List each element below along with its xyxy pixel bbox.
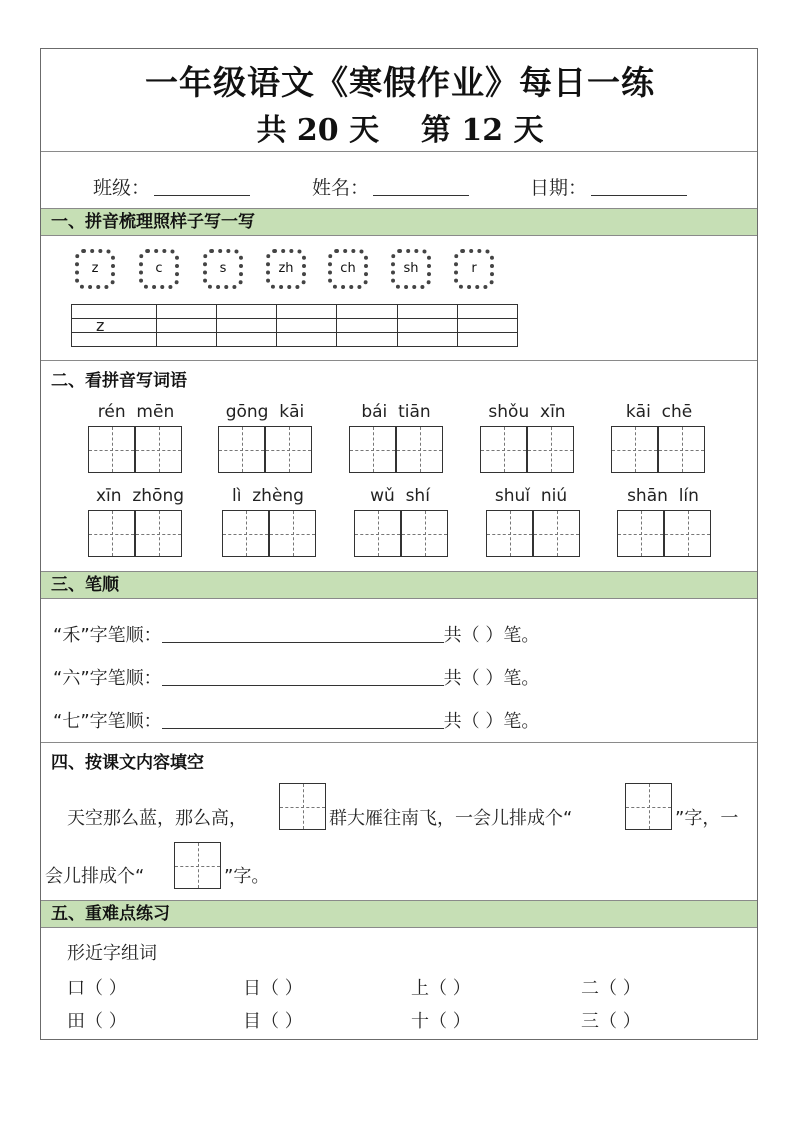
tianzi-cell[interactable] — [354, 510, 401, 557]
pinyin-label: bái tiān — [361, 402, 431, 422]
write-cell[interactable] — [216, 319, 276, 333]
tianzi-cell[interactable] — [222, 510, 269, 557]
tianzi-cell[interactable] — [88, 510, 135, 557]
date-field — [530, 173, 687, 200]
divider — [41, 360, 757, 361]
section1-heading: 一、拼音梳理照样子写一写 — [41, 208, 757, 236]
page-subtitle: 共 20 天 第 12 天 — [256, 113, 544, 148]
class-blank[interactable] — [154, 177, 250, 196]
word-pair[interactable]: 目（ ） — [243, 1011, 303, 1032]
fill-text: 天空那么蓝，那么高， — [67, 808, 247, 829]
stroke-label: “禾”字笔顺： — [53, 625, 162, 646]
tianzi-cell[interactable] — [401, 510, 448, 557]
four-line-grid — [71, 304, 518, 346]
date-label: 日期： — [530, 177, 588, 199]
tianzi-cell[interactable] — [396, 426, 443, 473]
divider — [41, 742, 757, 743]
tianzi-cell[interactable] — [135, 510, 182, 557]
pinyin-label: xīn zhōng — [95, 486, 185, 506]
tianzi-cell[interactable] — [218, 426, 265, 473]
word-pair[interactable]: 十（ ） — [411, 1011, 471, 1032]
write-cell[interactable] — [156, 319, 216, 333]
stroke-blank[interactable] — [162, 669, 444, 686]
word-pair[interactable]: 日（ ） — [243, 978, 303, 999]
word-pair[interactable]: 田（ ） — [67, 1011, 127, 1032]
divider — [41, 151, 757, 152]
tianzi-cell[interactable] — [664, 510, 711, 557]
pinyin-card: zh — [266, 249, 306, 289]
tianzi-cell[interactable] — [349, 426, 396, 473]
name-blank[interactable] — [373, 177, 469, 196]
fill-text: 会儿排成个“ — [45, 866, 145, 887]
tianzi-cell[interactable] — [135, 426, 182, 473]
word-pair[interactable]: 上（ ） — [411, 978, 471, 999]
word-pair[interactable]: 三（ ） — [581, 1011, 641, 1032]
pinyin-label: shuǐ niú — [494, 486, 568, 506]
pinyin-card: c — [139, 249, 179, 289]
stroke-order-row — [53, 707, 539, 733]
tianzi-cell[interactable] — [265, 426, 312, 473]
pinyin-label: wǔ shí — [370, 486, 430, 506]
pinyin-label: kāi chē — [625, 402, 693, 422]
stroke-blank[interactable] — [162, 626, 444, 643]
tianzi-cell[interactable] — [486, 510, 533, 557]
stroke-order-row — [53, 621, 539, 647]
write-cell[interactable] — [397, 319, 457, 333]
pinyin-label: lì zhèng — [232, 486, 304, 506]
write-cell[interactable] — [277, 319, 337, 333]
fill-text: 群大雁往南飞，一会儿排成个“ — [329, 808, 573, 829]
write-cell[interactable] — [337, 319, 397, 333]
stroke-count: 共（ ）笔。 — [443, 668, 540, 689]
pinyin-label: rén mēn — [97, 402, 175, 422]
tianzi-cell[interactable] — [88, 426, 135, 473]
tianzi-cell[interactable] — [533, 510, 580, 557]
tianzi-cell[interactable] — [611, 426, 658, 473]
class-label: 班级： — [93, 177, 151, 199]
tianzi-cell[interactable] — [527, 426, 574, 473]
section5-heading: 五、重难点练习 — [41, 900, 757, 928]
stroke-label: “七”字笔顺： — [53, 711, 162, 732]
date-blank[interactable] — [591, 177, 687, 196]
stroke-count: 共（ ）笔。 — [443, 711, 540, 732]
tianzi-cell[interactable] — [617, 510, 664, 557]
pinyin-card: z — [75, 249, 115, 289]
word-pair[interactable]: 口（ ） — [67, 978, 127, 999]
pinyin-label: shǒu xīn — [488, 402, 566, 422]
fill-text: ”字。 — [224, 866, 270, 887]
pinyin-card: s — [203, 249, 243, 289]
write-cell[interactable] — [457, 319, 517, 333]
stroke-count: 共（ ）笔。 — [443, 625, 540, 646]
pinyin-card: ch — [328, 249, 368, 289]
tianzi-cell[interactable] — [480, 426, 527, 473]
worksheet — [40, 48, 758, 1040]
tianzi-cell[interactable] — [279, 783, 326, 830]
section3-heading: 三、笔顺 — [41, 571, 757, 599]
tianzi-cell[interactable] — [658, 426, 705, 473]
pinyin-label: gōng kāi — [225, 402, 305, 422]
pinyin-label: shān lín — [627, 486, 699, 506]
section2-heading: 二、看拼音写词语 — [51, 371, 187, 391]
tianzi-cell[interactable] — [174, 842, 221, 889]
section4-heading: 四、按课文内容填空 — [51, 753, 204, 773]
pinyin-card: r — [454, 249, 494, 289]
class-field — [93, 173, 250, 200]
word-pair[interactable]: 二（ ） — [581, 978, 641, 999]
subheading: 形近字组词 — [67, 943, 157, 964]
pinyin-card: sh — [391, 249, 431, 289]
fill-text: ”字，一 — [675, 808, 739, 829]
tianzi-cell[interactable] — [269, 510, 316, 557]
name-field — [312, 173, 469, 200]
stroke-blank[interactable] — [162, 712, 444, 729]
tianzi-cell[interactable] — [625, 783, 672, 830]
example-letter: z — [96, 315, 105, 335]
stroke-order-row — [53, 664, 539, 690]
stroke-label: “六”字笔顺： — [53, 668, 162, 689]
name-label: 姓名： — [312, 177, 370, 199]
page-title: 一年级语文《寒假作业》每日一练 — [145, 63, 655, 102]
